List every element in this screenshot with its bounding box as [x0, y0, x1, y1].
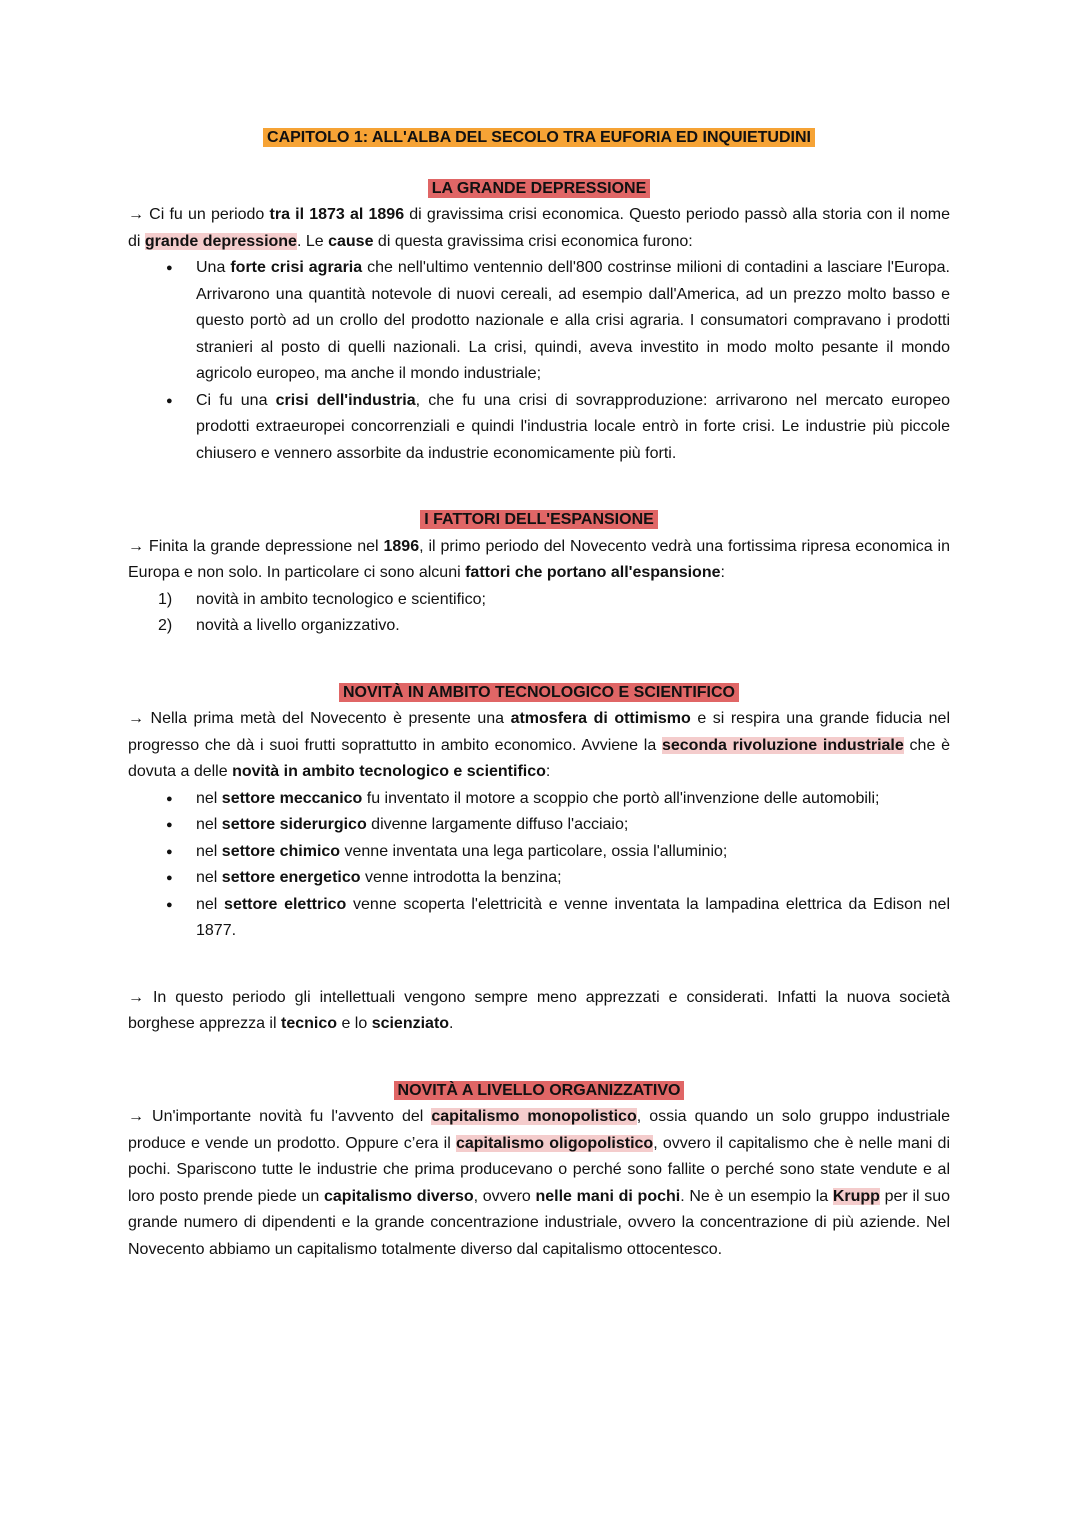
text-run: di questa gravissima crisi economica furono:: [373, 232, 693, 250]
text-run: che nell'ultimo ventennio dell'800 costrinse milioni di contadini a lasciare l'Europa. Arrivarono una quantità notevole di nuovi cereali, ad esempio dall'America, ad un prezzo molto basso e questo portò ad un crollo del prodotto nazionale e alla crisi agraria. I consumatori compravano i prodotti stranieri al posto di quelli nazionali. La crisi, quindi, aveva investito in modo molto pesante il mondo agricolo europeo, ma anche il mondo industriale;: [196, 259, 951, 382]
text-run: venne scoperta l'elettricità e venne inventata la lampadina elettrica da Edison nel 1877.: [196, 895, 951, 939]
bullet-marker: ●: [166, 792, 173, 805]
number-marker: 1): [158, 590, 173, 608]
bold-text: settore siderurgico: [221, 816, 367, 833]
text-run: , ovvero il capitalismo che è nelle mani di pochi. Spariscono tutte le industrie che prima producevano o perché sono fallite o perché sono state vendute e al loro posto prende piede un: [128, 1134, 951, 1205]
bold-text: settore chimico: [221, 842, 341, 860]
text-run: per il suo grande numero di dipendenti e la grande concentrazione industriale, ovvero la concentrazione di più aziende. Nel Novecento abbiamo un capitalismo totalmente diverso dal capitalismo ottocentesco.: [128, 1187, 951, 1258]
list-item: [128, 839, 950, 866]
bold-text: cause: [328, 232, 374, 250]
list-item: [128, 786, 950, 813]
highlighted-text: capitalismo monopolistico: [431, 1108, 637, 1125]
bold-text: 1896: [383, 537, 420, 555]
bullet-marker: ●: [166, 394, 173, 407]
text-run: novità in ambito tecnologico e scientifico;: [196, 590, 486, 608]
bullet-marker: ●: [166, 819, 173, 831]
list-cause-crisi: [128, 255, 950, 467]
bold-text: tecnico: [280, 1015, 337, 1032]
bold-text: atmosfera di ottimismo: [510, 710, 691, 727]
highlighted-text: capitalismo oligopolistico: [455, 1134, 654, 1152]
bullet-marker: ●: [166, 262, 173, 274]
text-run: . Ne è un esempio la: [680, 1187, 833, 1205]
text-run: fu inventato il motore a scoppio che portò all'invenzione delle automobili;: [362, 789, 880, 807]
bold-text: scienziato: [371, 1015, 450, 1032]
text-run: :: [545, 763, 551, 780]
text-run: → Ci fu un periodo: [128, 206, 270, 223]
text-run: :: [720, 564, 725, 581]
paragraph-novita-tecnologico: [128, 706, 950, 786]
list-item: [128, 613, 950, 640]
text-run: Ci fu una: [196, 391, 276, 409]
bold-text: crisi dell'industria: [275, 391, 416, 409]
list-item: [128, 812, 950, 839]
bullet-marker: ●: [166, 872, 173, 884]
bold-text: fattori che portano all'espansione: [465, 564, 721, 581]
list-item: [128, 587, 950, 614]
section-heading-novita-tecnologico: [128, 680, 950, 707]
text-run: , il primo periodo del Novecento vedrà una fortissima ripresa economica in Europa e non solo. In particolare ci sono alcuni: [128, 537, 950, 581]
list-settori: [128, 786, 950, 945]
text-run: , ovvero: [473, 1187, 536, 1205]
text-run: .: [449, 1015, 454, 1032]
text-run: , ossia quando un solo gruppo industriale produce e vende un prodotto. Oppure c’era il: [128, 1108, 950, 1152]
heading-text: NOVITÀ A LIVELLO ORGANIZZATIVO: [394, 1081, 685, 1100]
text-run: nel: [196, 895, 225, 913]
highlighted-text: seconda rivoluzione industriale: [661, 736, 904, 754]
text-run: venne inventata una lega particolare, ossia l'alluminio;: [340, 842, 728, 860]
text-run: di gravissima crisi economica. Questo periodo passò alla storia con il nome di: [128, 206, 951, 250]
heading-text: LA GRANDE DEPRESSIONE: [428, 179, 651, 198]
bold-text: capitalismo diverso: [324, 1187, 474, 1205]
text-run: . Le: [296, 232, 329, 250]
text-run: nel: [196, 789, 222, 807]
bold-text: settore energetico: [221, 869, 361, 886]
heading-text: NOVITÀ IN AMBITO TECNOLOGICO E SCIENTIFICO: [339, 683, 739, 702]
bullet-marker: ●: [166, 898, 173, 911]
text-run: , che fu una crisi di sovrapproduzione: arrivarono nel mercato europeo prodotti extraeuropei concorrenziali e quindi l'industria locale entrò in forte crisi. Le industrie più piccole chiusero e vennero assorbite da industrie economicamente più forti.: [196, 391, 950, 462]
text-run: divenne largamente diffuso l'acciaio;: [366, 816, 629, 833]
text-run: che è dovuta a delle: [128, 736, 950, 780]
text-run: → In questo periodo gli intellettuali vengono sempre meno apprezzati e considerati. Infatti la nuova società borghese apprezza il: [128, 988, 950, 1032]
bold-text: forte crisi agraria: [230, 259, 363, 276]
text-run: nel: [196, 869, 222, 886]
bold-text: settore meccanico: [221, 789, 363, 807]
section-heading-grande-depressione: [128, 176, 950, 203]
bold-text: settore elettrico: [224, 895, 347, 913]
bold-text: tra il 1873 al 1896: [269, 206, 405, 223]
paragraph-grande-depressione: [128, 202, 950, 255]
chapter-title: [128, 125, 950, 152]
text-run: e lo: [337, 1015, 372, 1032]
bold-text: novità in ambito tecnologico e scientifico: [232, 763, 546, 780]
paragraph-novita-organizzativo: [128, 1104, 950, 1263]
section-heading-novita-organizzativo: [128, 1078, 950, 1105]
list-item: [128, 388, 950, 468]
title-text: CAPITOLO 1: ALL'ALBA DEL SECOLO TRA EUFORIA ED INQUIETUDINI: [263, 128, 815, 147]
paragraph-intellettuali: [128, 985, 950, 1038]
highlighted-text: Krupp: [832, 1187, 880, 1205]
highlighted-text: grande depressione: [144, 232, 297, 250]
text-run: novità a livello organizzativo.: [196, 617, 400, 634]
text-run: Una: [196, 259, 231, 276]
number-marker: 2): [158, 617, 173, 634]
bold-text: nelle mani di pochi: [535, 1187, 681, 1205]
text-run: e si respira una grande fiducia nel progresso che dà i suoi frutti soprattutto in ambito economico. Avviene la: [128, 710, 951, 754]
list-item: [128, 255, 950, 388]
bullet-marker: ●: [166, 845, 173, 858]
text-run: → Nella prima metà del Novecento è presente una: [128, 710, 511, 727]
section-heading-fattori-espansione: [128, 507, 950, 534]
list-item: [128, 892, 950, 945]
document-content: [128, 125, 950, 1263]
text-run: nel: [196, 842, 222, 860]
heading-text: I FATTORI DELL'ESPANSIONE: [420, 510, 658, 529]
list-item: [128, 865, 950, 892]
list-fattori: [128, 587, 950, 640]
text-run: nel: [196, 816, 222, 833]
text-run: → Un'importante novità fu l'avvento del: [128, 1108, 432, 1125]
text-run: venne introdotta la benzina;: [360, 869, 562, 886]
text-run: → Finita la grande depressione nel: [128, 537, 384, 555]
paragraph-fattori-espansione: [128, 534, 950, 587]
